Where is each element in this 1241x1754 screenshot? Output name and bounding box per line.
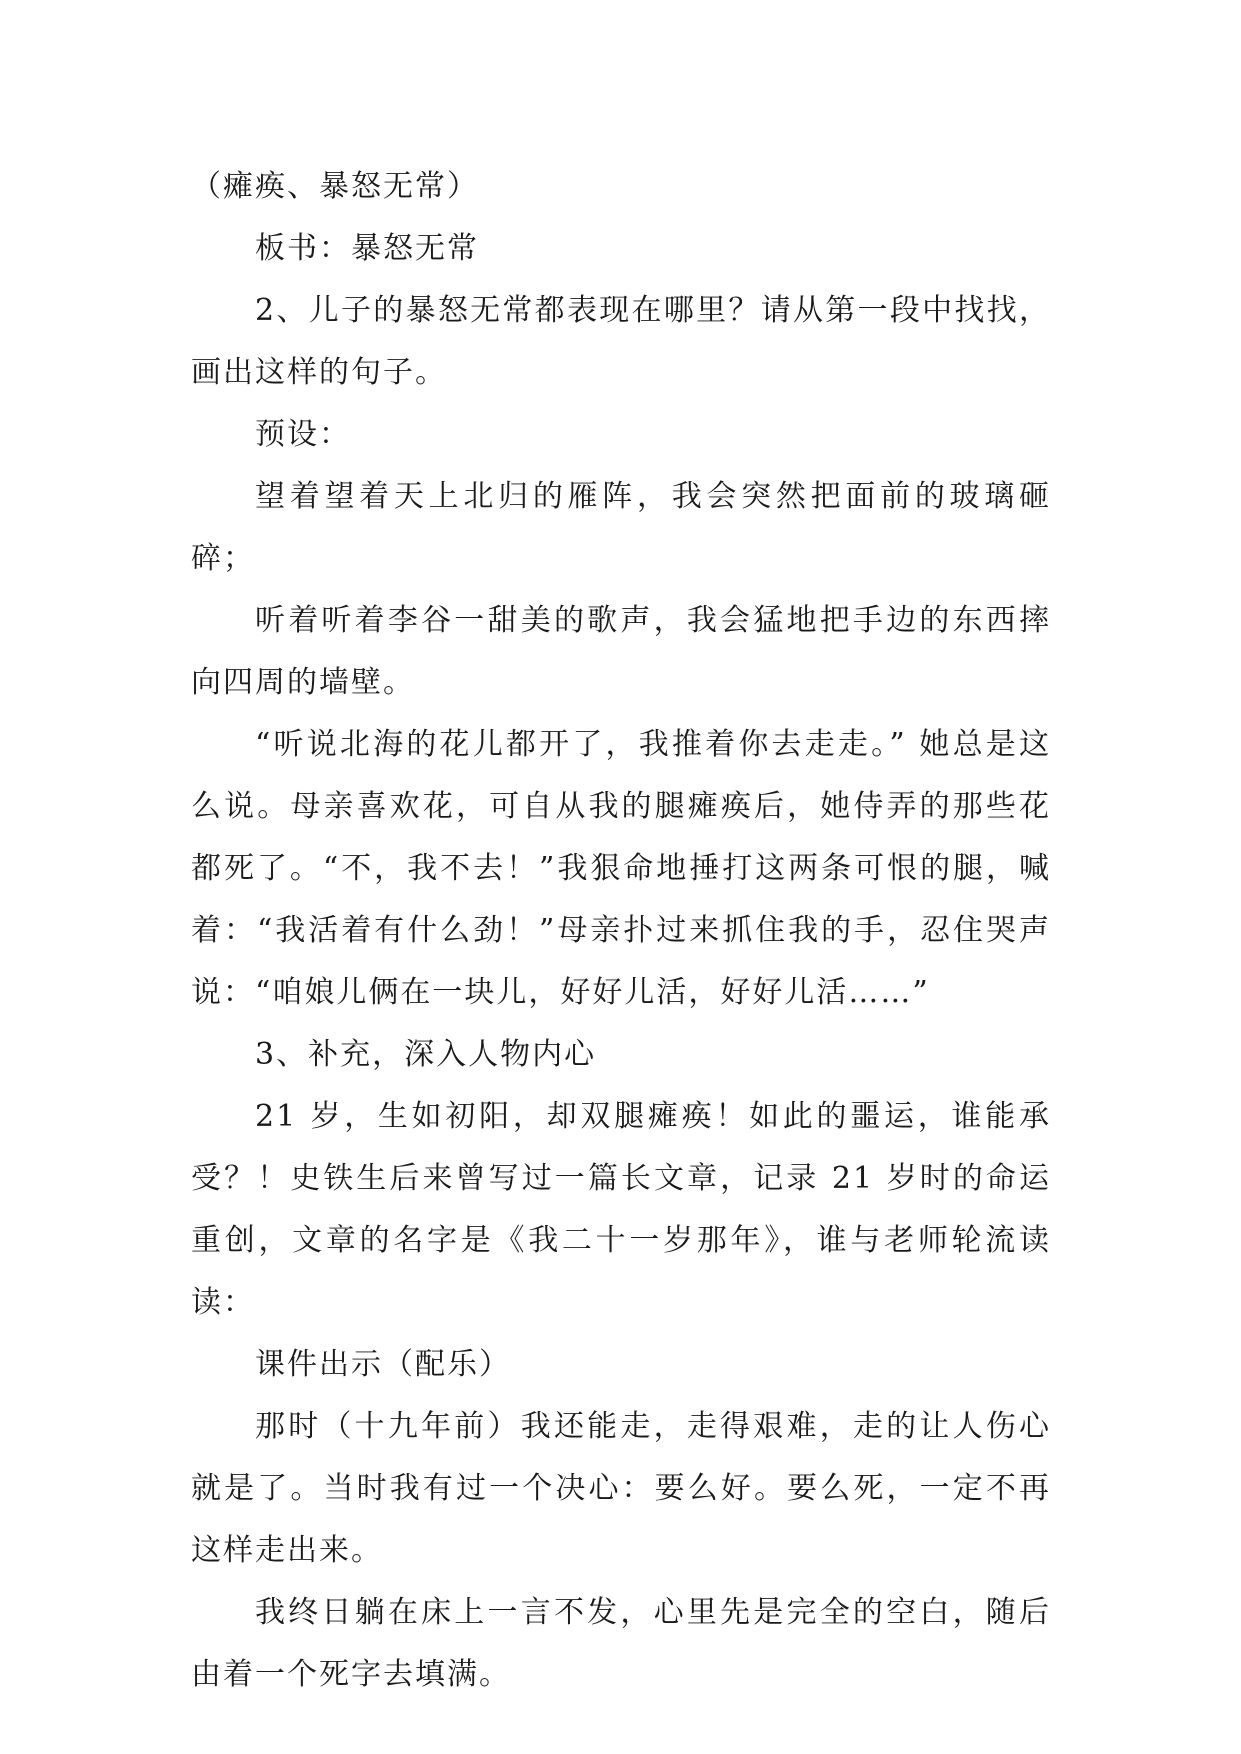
paragraph-quote-geese: 望着望着天上北归的雁阵，我会突然把面前的玻璃砸碎； xyxy=(191,479,1051,576)
paragraph-question-2: 2、儿子的暴怒无常都表现在哪里？请从第一段中找找，画出这样的句子。 xyxy=(191,293,1051,390)
paragraph-excerpt-2: 我终日躺在床上一言不发，心里先是完全的空白，随后由着一个死字去填满。 xyxy=(191,1595,1051,1692)
paragraph-excerpt-1: 那时（十九年前）我还能走，走得艰难，走的让人伤心就是了。当时我有过一个决心：要么好。要么死，一定不再这样走出来。 xyxy=(191,1409,1051,1568)
paragraph-age-21: 21 岁，生如初阳，却双腿瘫痪！如此的噩运，谁能承受？！史铁生后来曾写过一篇长文章，记录 21 岁时的命运重创，文章的名字是《我二十一岁那年》，谁与老师轮流读读： xyxy=(191,1099,1051,1320)
paragraph-quote-song: 听着听着李谷一甜美的歌声，我会猛地把手边的东西摔向四周的墙壁。 xyxy=(191,603,1051,700)
paragraph-section-3: 3、补充，深入人物内心 xyxy=(255,1037,597,1072)
paragraph-keywords: （瘫痪、暴怒无常） xyxy=(191,169,479,204)
paragraph-quote-beihai: “听说北海的花儿都开了，我推着你去走走。” 她总是这么说。母亲喜欢花，可自从我的腿瘫痪后，她侍弄的那些花都死了。“不，我不去！”我狠命地捶打这两条可恨的腿，喊着：“我活着有什么劲！”母亲扑过来抓住我的手，忍住哭声说：“咱娘儿俩在一块儿，好好儿活，好好儿活……” xyxy=(191,727,1051,1010)
document-body xyxy=(191,156,1051,1706)
paragraph-preset-label: 预设： xyxy=(255,417,351,452)
paragraph-blackboard: 板书：暴怒无常 xyxy=(255,231,479,266)
paragraph-courseware: 课件出示（配乐） xyxy=(255,1347,511,1382)
